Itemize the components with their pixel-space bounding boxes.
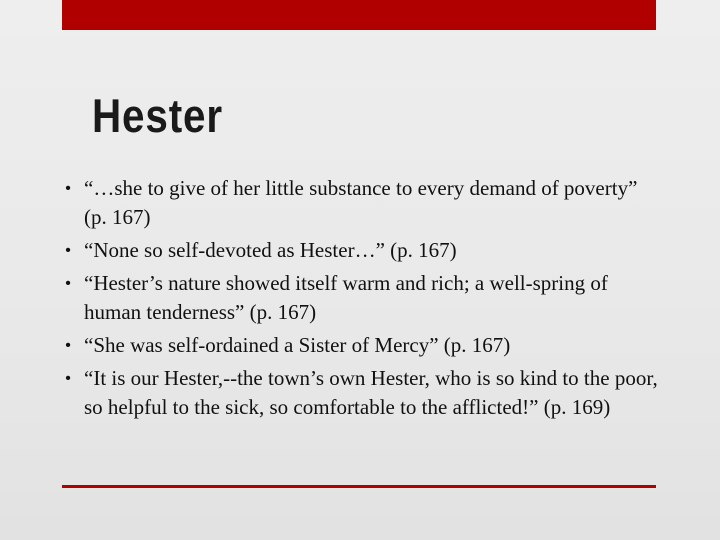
bullet-item [60, 331, 660, 360]
bullet-point-icon: • [65, 370, 71, 387]
bullet-point-icon: • [65, 275, 71, 292]
bullet-text: “She was self-ordained a Sister of Mercy” (p. 167) [84, 333, 511, 357]
bullet-text: “None so self-devoted as Hester…” (p. 167) [84, 238, 457, 262]
bullet-text: “…she to give of her little substance to every demand of poverty” (p. 167) [84, 176, 638, 229]
slide-title: Hester [92, 89, 223, 142]
bullet-text: “Hester’s nature showed itself warm and rich; a well-spring of human tenderness” (p. 167) [84, 271, 608, 324]
bullet-item [60, 269, 660, 327]
bullet-point-icon: • [65, 180, 71, 197]
bullet-item [60, 174, 660, 232]
bullet-point-icon: • [65, 337, 71, 354]
bullet-list [60, 174, 660, 426]
top-accent-bar [62, 0, 656, 30]
bullet-item [60, 236, 660, 265]
bullet-text: “It is our Hester,--the town’s own Hester, who is so kind to the poor, so helpful to the sick, so comfortable to the afflicted!” (p. 169) [84, 366, 658, 419]
bullet-point-icon: • [65, 242, 71, 259]
bottom-divider [62, 485, 656, 488]
bullet-item [60, 364, 660, 422]
